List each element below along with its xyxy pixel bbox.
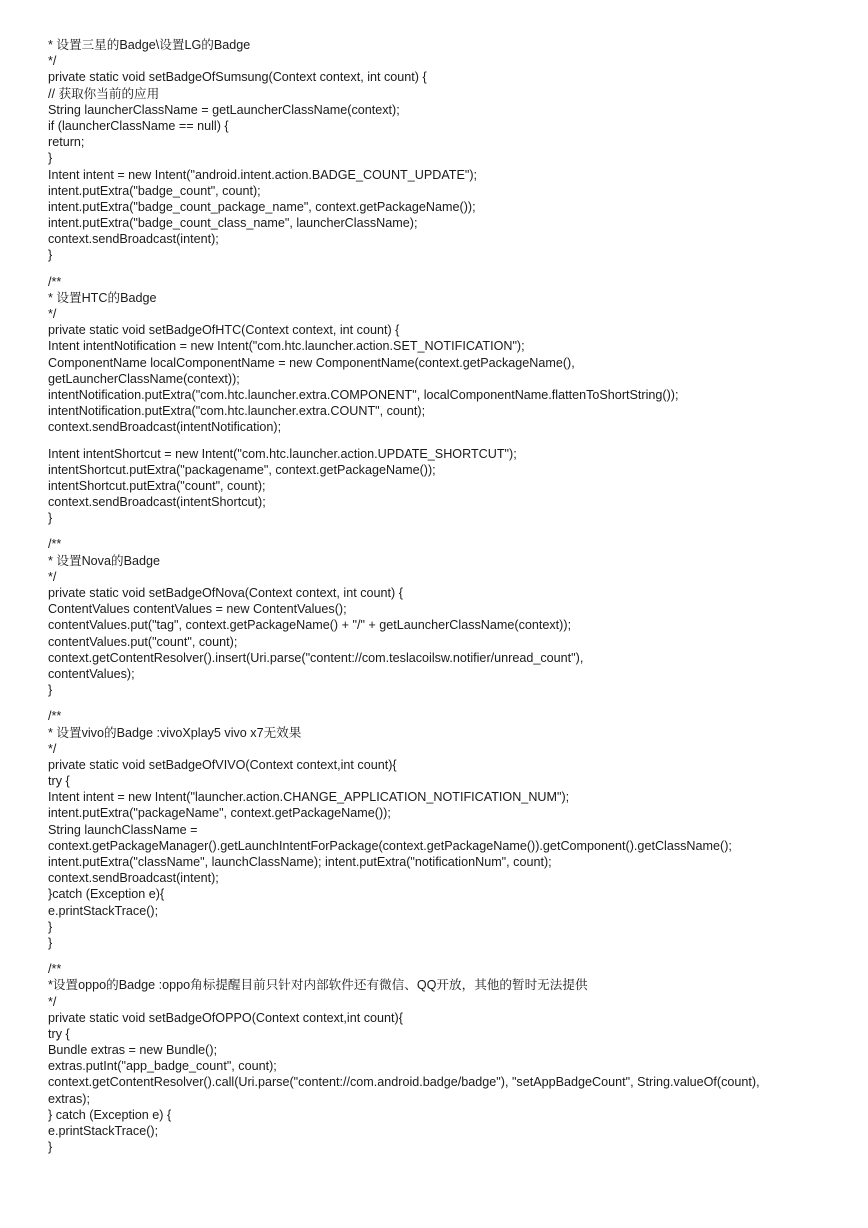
code-line: Intent intentNotification = new Intent("com.htc.launcher.action.SET_NOTIFICATION"); [48, 339, 525, 354]
code-line: intentShortcut.putExtra("count", count); [48, 478, 266, 493]
code-line: * 设置Nova的Badge [48, 553, 160, 568]
code-listing [48, 37, 848, 1165]
code-line: } [48, 1140, 53, 1155]
code-line: /** [48, 709, 62, 724]
code-line: * 设置vivo的Badge :vivoXplay5 vivo x7无效果 [48, 725, 302, 740]
code-line: Intent intentShortcut = new Intent("com.htc.launcher.action.UPDATE_SHORTCUT"); [48, 446, 517, 461]
code-line: Intent intent = new Intent("android.intent.action.BADGE_COUNT_UPDATE"); [48, 167, 478, 182]
code-block [48, 961, 848, 1155]
code-line: } [48, 683, 53, 698]
code-line: extras.putInt("app_badge_count", count); [48, 1059, 277, 1074]
code-line: context.getContentResolver().call(Uri.parse("content://com.android.badge/badge"), "setAppBadgeCount", String.valueOf(count), [48, 1075, 760, 1090]
code-line: Intent intent = new Intent("launcher.action.CHANGE_APPLICATION_NOTIFICATION_NUM"); [48, 790, 570, 805]
code-line: Bundle extras = new Bundle(); [48, 1043, 218, 1058]
code-line: intent.putExtra("className", launchClassName); intent.putExtra("notificationNum", count); [48, 855, 552, 869]
code-line: intentNotification.putExtra("com.htc.launcher.extra.COMPONENT", localComponentName.flattenToShortString()); [48, 387, 679, 402]
code-line: e.printStackTrace(); [48, 1124, 159, 1138]
code-block [48, 446, 848, 527]
code-line: /** [48, 962, 62, 977]
code-line: } [48, 935, 53, 950]
code-block [48, 708, 848, 951]
code-line: contentValues.put("tag", context.getPackageName() + "/" + getLauncherClassName(context)); [48, 618, 572, 633]
code-line: intent.putExtra("badge_count_class_name", launcherClassName); [48, 216, 418, 231]
code-line: intent.putExtra("packageName", context.getPackageName()); [48, 806, 391, 821]
code-line: * 设置三星的Badge\设置LG的Badge [48, 38, 251, 52]
code-line: context.sendBroadcast(intent); [48, 232, 219, 247]
code-block [48, 274, 848, 436]
code-line: */ [48, 569, 57, 584]
code-block [48, 37, 848, 264]
code-line: ContentValues contentValues = new ContentValues(); [48, 602, 347, 617]
code-line: context.sendBroadcast(intentShortcut); [48, 495, 266, 510]
code-line: // 获取你当前的应用 [48, 86, 160, 101]
code-line: contentValues); [48, 666, 135, 681]
code-line: /** [48, 537, 62, 552]
code-line: getLauncherClassName(context)); [48, 371, 240, 386]
code-line: } [48, 919, 53, 934]
code-line: */ [48, 307, 57, 321]
code-line: */ [48, 994, 57, 1009]
code-line: */ [48, 54, 57, 69]
code-line: private static void setBadgeOfOPPO(Context context,int count){ [48, 1010, 403, 1025]
code-line: /** [48, 274, 62, 289]
code-line: } catch (Exception e) { [48, 1107, 172, 1122]
code-line: private static void setBadgeOfNova(Context context, int count) { [48, 586, 403, 600]
code-block [48, 536, 848, 698]
code-line: contentValues.put("count", count); [48, 634, 238, 649]
code-line: private static void setBadgeOfVIVO(Context context,int count){ [48, 757, 397, 772]
code-line: context.getPackageManager().getLaunchIntentForPackage(context.getPackageName()).getComponent().getClassName(); [48, 838, 732, 853]
code-line: intentShortcut.putExtra("packagename", context.getPackageName()); [48, 462, 436, 477]
code-line: intent.putExtra("badge_count", count); [48, 183, 261, 198]
code-line: String launchClassName = [48, 822, 198, 837]
code-line: *设置oppo的Badge :oppo角标提醒目前只针对内部软件还有微信、QQ开放，其他的暂时无法提供 [48, 978, 588, 993]
code-line: return; [48, 135, 85, 150]
code-line: } [48, 151, 53, 166]
code-line: intentNotification.putExtra("com.htc.launcher.extra.COUNT", count); [48, 404, 426, 419]
code-line: try { [48, 774, 70, 789]
code-line: */ [48, 741, 57, 756]
code-line: context.getContentResolver().insert(Uri.parse("content://com.teslacoilsw.notifier/unread_count"), [48, 650, 584, 665]
code-line: extras); [48, 1091, 90, 1106]
code-line: context.sendBroadcast(intent); [48, 871, 219, 886]
code-line: * 设置HTC的Badge [48, 290, 157, 305]
code-line: if (launcherClassName == null) { [48, 118, 229, 133]
code-line: context.sendBroadcast(intentNotification); [48, 420, 282, 435]
code-line: } [48, 511, 53, 526]
code-line: private static void setBadgeOfHTC(Context context, int count) { [48, 323, 400, 338]
code-line: intent.putExtra("badge_count_package_name", context.getPackageName()); [48, 199, 476, 214]
code-line: } [48, 248, 53, 263]
code-line: e.printStackTrace(); [48, 903, 159, 918]
code-line: }catch (Exception e){ [48, 887, 165, 902]
code-line: ComponentName localComponentName = new ComponentName(context.getPackageName(), [48, 355, 575, 370]
code-line: private static void setBadgeOfSumsung(Context context, int count) { [48, 70, 427, 85]
code-line: String launcherClassName = getLauncherClassName(context); [48, 102, 400, 117]
code-line: try { [48, 1026, 70, 1041]
